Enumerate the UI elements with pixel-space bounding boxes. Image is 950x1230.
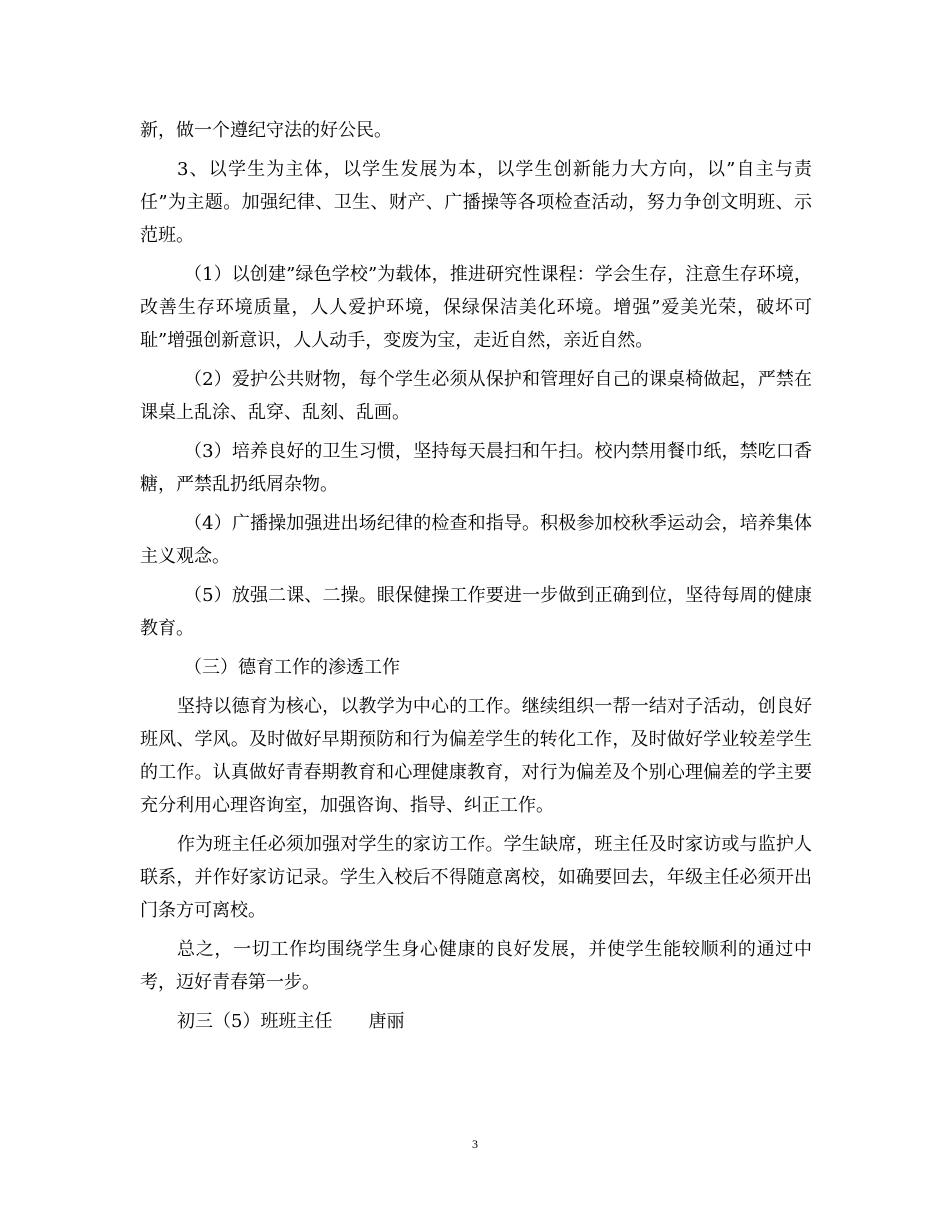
paragraph-home-visit: 作为班主任必须加强对学生的家访工作。学生缺席，班主任及时家访或与监护人联系，并作好家访记录。学生入校后不得随意离校，如确要回去，年级主任必须开出门条方可离校。 — [140, 834, 812, 921]
paragraph-sub-item-4: （4）广播操加强进出场纪律的检查和指导。积极参加校秋季运动会，培养集体主义观念。 — [140, 513, 812, 567]
paragraph-sub-item-2: （2）爱护公共财物，每个学生必须从保护和管理好自己的课桌椅做起，严禁在课桌上乱涂、乱穿、乱刻、乱画。 — [140, 369, 812, 423]
paragraph-sub-item-5: （5）放强二课、二操。眼保健操工作要进一步做到正确到位，坚待每周的健康教育。 — [140, 585, 812, 639]
paragraph-moral-education: 坚持以德育为核心，以教学为中心的工作。继续组织一帮一结对子活动，创良好班风、学风。及时做好早期预防和行为偏差学生的转化工作，及时做好学业较差学生的工作。认真做好青春期教育和心理健康教育，对行为偏差及个别心理偏差的学主要充分利用心理咨询室，加强咨询、指导、纠正工作。 — [140, 696, 812, 816]
paragraph-sub-item-1: （1）以创建”绿色学校”为载体，推进研究性课程：学会生存，注意生存环境，改善生存环境质量，人人爱护环境，保绿保洁美化环境。增强”爱美光荣，破坏可耻”增强创新意识，人人动手，变废为宝，走近自然，亲近自然。 — [140, 264, 812, 351]
signature-line: 初三（5）班班主任 唐丽 — [177, 1011, 405, 1032]
section-heading-moral-education: （三）德育工作的渗透工作 — [184, 657, 400, 678]
paragraph-continuation: 新，做一个遵纪守法的好公民。 — [140, 120, 392, 141]
paragraph-item-3: 3、以学生为主体，以学生发展为本，以学生创新能力大方向，以”自主与责任”为主题。加强纪律、卫生、财产、广播操等各项检查活动，努力争创文明班、示范班。 — [140, 159, 812, 246]
paragraph-summary: 总之，一切工作均围绕学生身心健康的良好发展，并使学生能较顺利的通过中考，迈好青春第一步。 — [140, 939, 812, 993]
page-number: 3 — [472, 1137, 478, 1151]
document-body — [140, 114, 812, 1038]
paragraph-sub-item-3: （3）培养良好的卫生习惯，坚持每天晨扫和午扫。校内禁用餐巾纸，禁吃口香糖，严禁乱扔纸屑杂物。 — [140, 441, 812, 495]
